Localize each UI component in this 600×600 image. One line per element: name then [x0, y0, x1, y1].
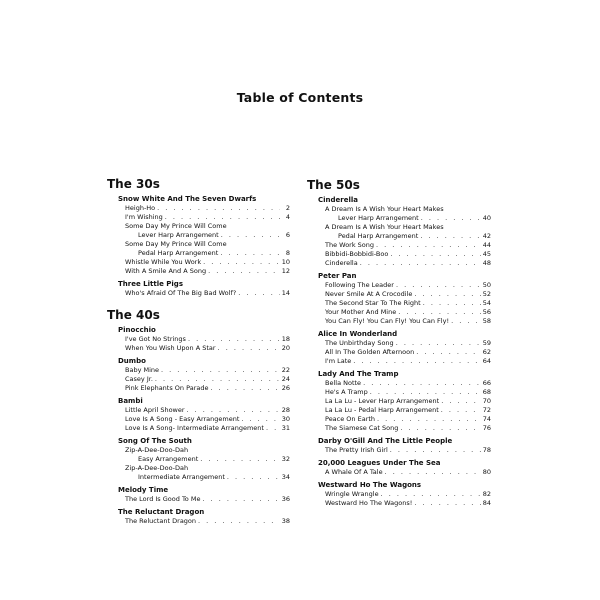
- dot-leader: [208, 267, 280, 276]
- toc-entry[interactable]: [338, 232, 491, 241]
- entry-page-number: 50: [482, 281, 491, 289]
- dot-leader: [157, 204, 280, 213]
- dot-leader: [396, 339, 481, 348]
- entry-title: Bibbidi-Bobbidi-Boo: [325, 250, 389, 258]
- entry-title: Who's Afraid Of The Big Bad Wolf?: [125, 289, 237, 297]
- dot-leader: [423, 299, 481, 308]
- toc-entry[interactable]: [138, 231, 290, 240]
- toc-entry[interactable]: [125, 424, 290, 433]
- entry-page-number: 70: [482, 397, 491, 405]
- entry-title: I'm Wishing: [125, 213, 163, 221]
- toc-entry[interactable]: [325, 259, 491, 268]
- toc-right-column: [307, 176, 491, 508]
- entry-page-number: 78: [482, 446, 491, 454]
- entry-page-number: 10: [281, 258, 290, 266]
- dot-leader: [451, 317, 481, 326]
- entry-page-number: 58: [482, 317, 491, 325]
- toc-entry[interactable]: [325, 317, 491, 326]
- dot-leader: [377, 415, 481, 424]
- toc-entry[interactable]: [325, 308, 491, 317]
- entry-page-number: 48: [482, 259, 491, 267]
- entry-title: A Dream Is A Wish Your Heart Makes: [325, 205, 444, 213]
- entry-page-number: 38: [281, 517, 290, 525]
- film-heading: Bambi: [118, 397, 143, 405]
- entry-page-number: 62: [482, 348, 491, 356]
- dot-leader: [363, 379, 481, 388]
- toc-entry[interactable]: [138, 473, 290, 482]
- entry-title: Some Day My Prince Will Come: [125, 222, 227, 230]
- entry-title: A Whale Of A Tale: [325, 468, 383, 476]
- film-heading: Cinderella: [318, 196, 359, 204]
- toc-entry[interactable]: [325, 281, 491, 290]
- entry-page-number: 4: [285, 213, 290, 221]
- film-heading: Lady And The Tramp: [318, 370, 399, 378]
- entry-page-number: 34: [281, 473, 290, 481]
- decade-heading: The 30s: [107, 177, 160, 191]
- entry-page-number: 84: [482, 499, 491, 507]
- entry-title: Your Mother And Mine: [325, 308, 397, 316]
- toc-entry[interactable]: [125, 335, 290, 344]
- toc-entry[interactable]: [125, 213, 290, 222]
- entry-title: Westward Ho The Wagons!: [325, 499, 413, 507]
- dot-leader: [360, 259, 481, 268]
- entry-title: You Can Fly! You Can Fly! You Can Fly!: [325, 317, 450, 325]
- entry-page-number: 12: [281, 267, 290, 275]
- entry-title: Heigh-Ho: [125, 204, 156, 212]
- entry-page-number: 32: [281, 455, 290, 463]
- toc-entry[interactable]: [138, 249, 290, 258]
- toc-entry[interactable]: [125, 366, 290, 375]
- entry-title: Love Is A Song- Intermediate Arrangement: [125, 424, 264, 432]
- toc-entry[interactable]: [325, 241, 491, 250]
- toc-entry[interactable]: [325, 339, 491, 348]
- decade-heading: The 50s: [307, 178, 360, 192]
- entry-page-number: 14: [281, 289, 290, 297]
- dot-leader: [238, 289, 280, 298]
- toc-entry[interactable]: [325, 223, 491, 232]
- dot-leader: [370, 388, 481, 397]
- entry-page-number: 42: [482, 232, 491, 240]
- entry-title: When You Wish Upon A Star: [125, 344, 216, 352]
- toc-entry[interactable]: [325, 415, 491, 424]
- entry-title: The Siamese Cat Song: [325, 424, 399, 432]
- entry-title: He's A Tramp: [325, 388, 368, 396]
- entry-page-number: 40: [482, 214, 491, 222]
- entry-title: Zip-A-Dee-Doo-Dah: [125, 446, 189, 454]
- dot-leader: [420, 232, 480, 241]
- toc-entry[interactable]: [325, 379, 491, 388]
- toc-entry[interactable]: [325, 406, 491, 415]
- dot-leader: [421, 214, 481, 223]
- dot-leader: [381, 490, 481, 499]
- entry-title: Peace On Earth: [325, 415, 376, 423]
- toc-entry[interactable]: [325, 388, 491, 397]
- entry-page-number: 30: [281, 415, 290, 423]
- entry-title: Lever Harp Arrangement: [338, 214, 419, 222]
- dot-leader: [203, 258, 280, 267]
- dot-leader: [221, 231, 280, 240]
- entry-title: Zip-A-Dee-Doo-Dah: [125, 464, 189, 472]
- dot-leader: [161, 366, 280, 375]
- entry-page-number: 54: [482, 299, 491, 307]
- entry-title: The Pretty Irish Girl: [325, 446, 388, 454]
- entry-title: Pedal Harp Arrangement: [138, 249, 219, 257]
- entry-title: The Second Star To The Right: [325, 299, 421, 307]
- entry-page-number: 6: [285, 231, 290, 239]
- toc-entry[interactable]: [325, 424, 491, 433]
- entry-title: Never Smile At A Crocodile: [325, 290, 413, 298]
- entry-title: All In The Golden Afternoon: [325, 348, 415, 356]
- toc-entry[interactable]: [325, 290, 491, 299]
- toc-entry[interactable]: [325, 250, 491, 259]
- entry-title: I'm Late: [325, 357, 352, 365]
- entry-page-number: 80: [482, 468, 491, 476]
- entry-title: Baby Mine: [125, 366, 160, 374]
- entry-title: La La Lu - Pedal Harp Arrangement: [325, 406, 439, 414]
- entry-page-number: 44: [482, 241, 491, 249]
- dot-leader: [385, 468, 481, 477]
- film-heading: 20,000 Leagues Under The Sea: [318, 459, 441, 467]
- toc-entry[interactable]: [125, 415, 290, 424]
- entry-page-number: 59: [482, 339, 491, 347]
- toc-entry[interactable]: [125, 446, 290, 455]
- entry-page-number: 26: [281, 384, 290, 392]
- entry-title: A Dream Is A Wish Your Heart Makes: [325, 223, 444, 231]
- dot-leader: [187, 406, 280, 415]
- dot-leader: [220, 249, 280, 258]
- entry-page-number: 66: [482, 379, 491, 387]
- toc-entry[interactable]: [325, 397, 491, 406]
- film-heading: Snow White And The Seven Dwarfs: [118, 195, 257, 203]
- entry-title: Casey Jr.: [125, 375, 153, 383]
- entry-title: Whistle While You Work: [125, 258, 202, 266]
- toc-entry[interactable]: [125, 240, 290, 249]
- dot-leader: [266, 424, 280, 433]
- entry-title: With A Smile And A Song: [125, 267, 207, 275]
- dot-leader: [441, 397, 481, 406]
- toc-entry[interactable]: [125, 375, 290, 384]
- entry-page-number: 76: [482, 424, 491, 432]
- toc-entry[interactable]: [338, 214, 491, 223]
- decade-heading: The 40s: [107, 308, 160, 322]
- toc-entry[interactable]: [125, 204, 290, 213]
- dot-leader: [188, 335, 280, 344]
- film-heading: Song Of The South: [118, 437, 192, 445]
- entry-title: The Work Song: [325, 241, 375, 249]
- toc-entry[interactable]: [125, 384, 290, 393]
- entry-title: Pedal Harp Arrangement: [338, 232, 419, 240]
- toc-entry[interactable]: [125, 222, 290, 231]
- entry-title: Lever Harp Arrangement: [138, 231, 219, 239]
- toc-entry[interactable]: [325, 499, 491, 508]
- entry-page-number: 45: [482, 250, 491, 258]
- dot-leader: [211, 384, 280, 393]
- dot-leader: [390, 446, 481, 455]
- film-heading: Westward Ho The Wagons: [318, 481, 422, 489]
- dot-leader: [198, 517, 280, 526]
- entry-title: Easy Arrangement: [138, 455, 199, 463]
- dot-leader: [376, 241, 481, 250]
- entry-page-number: 82: [482, 490, 491, 498]
- dot-leader: [155, 375, 280, 384]
- dot-leader: [398, 308, 480, 317]
- toc-entry[interactable]: [138, 455, 290, 464]
- entry-title: Cinderella: [325, 259, 358, 267]
- entry-page-number: 68: [482, 388, 491, 396]
- dot-leader: [218, 344, 280, 353]
- entry-page-number: 64: [482, 357, 491, 365]
- toc-entry[interactable]: [125, 258, 290, 267]
- dot-leader: [165, 213, 280, 222]
- entry-page-number: 72: [482, 406, 491, 414]
- entry-title: Following The Leader: [325, 281, 394, 289]
- toc-entry[interactable]: [325, 205, 491, 214]
- toc-entry[interactable]: [325, 348, 491, 357]
- film-heading: Pinocchio: [118, 326, 156, 334]
- page-title: Table of Contents: [236, 90, 364, 105]
- dot-leader: [200, 455, 279, 464]
- dot-leader: [414, 499, 480, 508]
- entry-title: Intermediate Arrangement: [138, 473, 225, 481]
- dot-leader: [400, 424, 480, 433]
- film-heading: Darby O'Gill And The Little People: [318, 437, 453, 445]
- entry-title: I've Got No Strings: [125, 335, 186, 343]
- toc-entry[interactable]: [125, 267, 290, 276]
- entry-page-number: 31: [281, 424, 290, 432]
- entry-page-number: 36: [281, 495, 290, 503]
- dot-leader: [396, 281, 481, 290]
- film-heading: Melody Time: [118, 486, 169, 494]
- entry-page-number: 2: [285, 204, 290, 212]
- entry-title: Bella Notte: [325, 379, 362, 387]
- entry-title: Little April Shower: [125, 406, 185, 414]
- entry-page-number: 18: [281, 335, 290, 343]
- toc-entry[interactable]: [125, 406, 290, 415]
- entry-title: The Unbirthday Song: [325, 339, 394, 347]
- toc-entry[interactable]: [325, 468, 491, 477]
- toc-entry[interactable]: [325, 446, 491, 455]
- toc-entry[interactable]: [125, 464, 290, 473]
- entry-page-number: 56: [482, 308, 491, 316]
- entry-title: The Reluctant Dragon: [125, 517, 197, 525]
- entry-title: Love Is A Song - Easy Arrangement: [125, 415, 240, 423]
- toc-entry[interactable]: [125, 344, 290, 353]
- dot-leader: [227, 473, 280, 482]
- film-heading: The Reluctant Dragon: [118, 508, 205, 516]
- toc-entry[interactable]: [325, 357, 491, 366]
- film-heading: Peter Pan: [318, 272, 357, 280]
- entry-page-number: 74: [482, 415, 491, 423]
- entry-title: La La Lu - Lever Harp Arrangement: [325, 397, 440, 405]
- entry-page-number: 8: [285, 249, 290, 257]
- entry-page-number: 28: [281, 406, 290, 414]
- dot-leader: [202, 495, 279, 504]
- dot-leader: [416, 348, 481, 357]
- entry-page-number: 52: [482, 290, 491, 298]
- entry-page-number: 24: [281, 375, 290, 383]
- dot-leader: [414, 290, 480, 299]
- film-heading: Alice In Wonderland: [318, 330, 398, 338]
- toc-left-column: [107, 175, 290, 526]
- entry-title: Wringle Wrangle: [325, 490, 379, 498]
- toc-entry[interactable]: [325, 299, 491, 308]
- entry-title: Pink Elephants On Parade: [125, 384, 209, 392]
- entry-title: Some Day My Prince Will Come: [125, 240, 227, 248]
- dot-leader: [441, 406, 481, 415]
- film-heading: Three Little Pigs: [118, 280, 183, 288]
- dot-leader: [353, 357, 480, 366]
- entry-page-number: 22: [281, 366, 290, 374]
- entry-page-number: 20: [281, 344, 290, 352]
- film-heading: Dumbo: [118, 357, 146, 365]
- toc-entry[interactable]: [125, 289, 290, 298]
- dot-leader: [390, 250, 480, 259]
- entry-title: The Lord Is Good To Me: [125, 495, 201, 503]
- dot-leader: [241, 415, 279, 424]
- toc-entry[interactable]: [125, 517, 290, 526]
- toc-entry[interactable]: [325, 490, 491, 499]
- toc-entry[interactable]: [125, 495, 290, 504]
